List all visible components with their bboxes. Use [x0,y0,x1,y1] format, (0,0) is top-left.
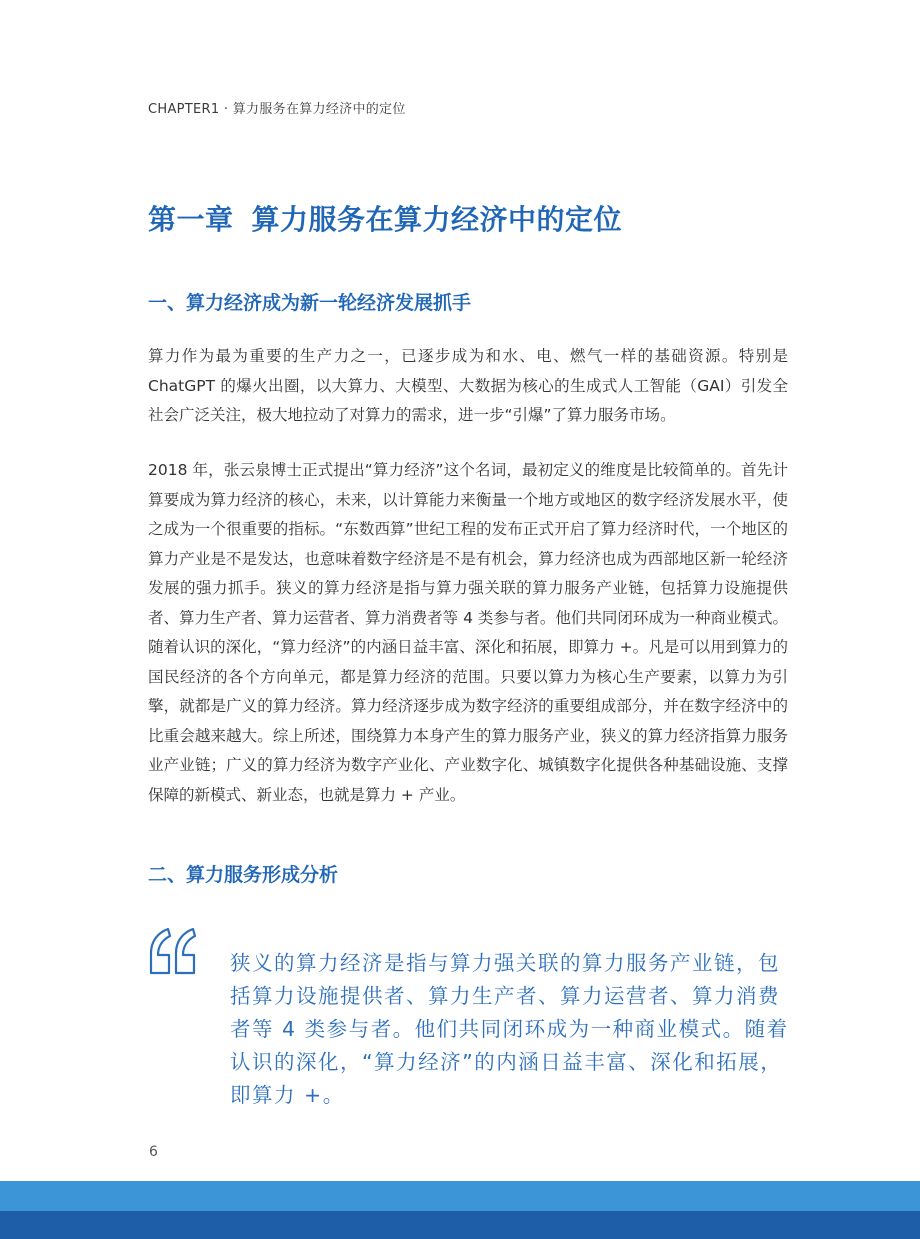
footer-band-light [0,1181,920,1211]
pull-quote [148,925,788,1105]
pull-quote-text: 狭义的算力经济是指与算力强关联的算力服务产业链，包括算力设施提供者、算力生产者、算力运营者、算力消费者等 4 类参与者。他们共同闭环成为一种商业模式。随着认识的深化，“算力经济”的内涵日益丰富、深化和拓展，即算力 +。 [230,951,789,1107]
page-number: 6 [149,1144,158,1160]
chapter-title [148,198,622,238]
body-paragraph-1: 算力作为最为重要的生产力之一，已逐步成为和水、电、燃气一样的基础资源。特别是 ChatGPT 的爆火出圈，以大算力、大模型、大数据为核心的生成式人工智能（GAI）引发全社会广泛关注，极大地拉动了对算力的需求，进一步“引爆”了算力服务市场。 [148,347,788,424]
section-heading-2: 二、算力服务形成分析 [148,864,339,886]
chapter-title-text: 算力服务在算力经济中的定位 [251,203,623,236]
running-header: CHAPTER1 · 算力服务在算力经济中的定位 [148,102,406,117]
footer-band-dark [0,1211,920,1239]
body-paragraph-2: 2018 年，张云泉博士正式提出“算力经济”这个名词，最初定义的维度是比较简单的。首先计算要成为算力经济的核心，未来，以计算能力来衡量一个地方或地区的数字经济发展水平，使之成为一个很重要的指标。“东数西算”世纪工程的发布正式开启了算力经济时代，一个地区的算力产业是不是发达，也意味着数字经济是不是有机会，算力经济也成为西部地区新一轮经济发展的强力抓手。狭义的算力经济是指与算力强关联的算力服务产业链，包括算力设施提供者、算力生产者、算力运营者、算力消费者等 4 类参与者。他们共同闭环成为一种商业模式。随着认识的深化，“算力经济”的内涵日益丰富、深化和拓展，即算力 +。凡是可以用到算力的国民经济的各个方向单元，都是算力经济的范围。只要以算力为核心生产要素，以算力为引擎，就都是广义的算力经济。算力经济逐步成为数字经济的重要组成部分，并在数字经济中的比重会越来越大。综上所述，围绕算力本身产生的算力服务产业，狭义的算力经济指算力服务业产业链；广义的算力经济为数字产业化、产业数字化、城镇数字化提供各种基础设施、支撑保障的新模式、新业态，也就是算力 + 产业。 [148,461,788,804]
open-quote-icon [148,925,198,977]
chapter-number: 第一章 [148,203,234,236]
section-heading-1: 一、算力经济成为新一轮经济发展抓手 [148,292,472,314]
